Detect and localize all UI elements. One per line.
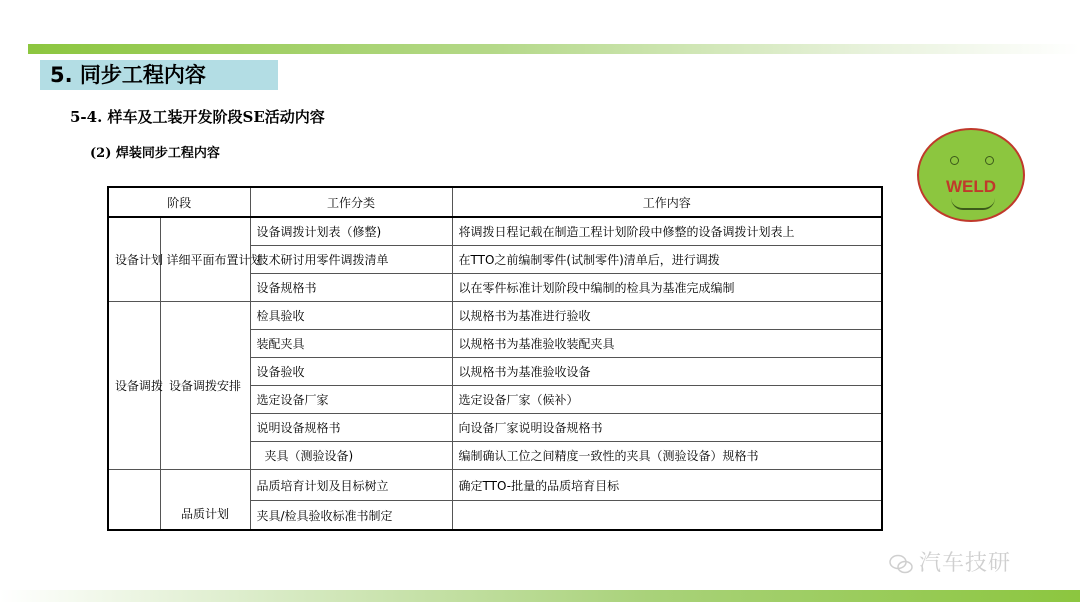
- top-accent-bar: [28, 44, 1080, 54]
- stage-cell: [108, 470, 160, 531]
- table-header-row: [108, 187, 882, 217]
- category-cell: 选定设备厂家: [250, 386, 452, 414]
- category-cell: 技术研讨用零件调拨清单: [250, 246, 452, 274]
- content-cell: 以规格书为基准验收设备: [452, 358, 882, 386]
- table-row: [108, 302, 882, 330]
- header-content: 工作内容: [452, 187, 882, 217]
- content-cell: 以在零件标准计划阶段中编制的检具为基准完成编制: [452, 274, 882, 302]
- substage-cell: 详细平面布置计划: [160, 217, 250, 302]
- substage-cell: 设备调拨安排: [160, 302, 250, 470]
- smile-icon: [951, 198, 995, 210]
- logo-text: WELD: [945, 177, 997, 196]
- stage-cell: 设备调拨: [108, 302, 160, 470]
- table-row: [108, 470, 882, 501]
- category-cell: 检具验收: [250, 302, 452, 330]
- category-cell: 装配夹具: [250, 330, 452, 358]
- content-cell: 在TTO之前编制零件(试制零件)清单后，进行调拨: [452, 246, 882, 274]
- watermark: [889, 546, 1011, 577]
- category-cell: 夹具（测验设备): [250, 442, 452, 470]
- content-cell: 选定设备厂家（候补）: [452, 386, 882, 414]
- watermark-text: 汽车技研: [919, 551, 1012, 576]
- content-cell: 将调拨日程记载在制造工程计划阶段中修整的设备调拨计划表上: [452, 217, 882, 246]
- content-cell: 编制确认工位之间精度一致性的夹具（测验设备）规格书: [452, 442, 882, 470]
- header-stage: 阶段: [108, 187, 250, 217]
- table-row: [108, 217, 882, 246]
- content-cell: 以规格书为基准验收装配夹具: [452, 330, 882, 358]
- content-cell: 向设备厂家说明设备规格书: [452, 414, 882, 442]
- stage-cell: 设备计划: [108, 217, 160, 302]
- left-eye-icon: [950, 156, 959, 165]
- right-eye-icon: [985, 156, 994, 165]
- section-title: 5. 同步工程内容: [40, 60, 278, 90]
- category-cell: 说明设备规格书: [250, 414, 452, 442]
- bottom-accent-bar: [0, 590, 1080, 602]
- se-activity-table: [107, 186, 883, 531]
- content-cell: 以规格书为基准进行验收: [452, 302, 882, 330]
- content-cell: [452, 501, 882, 531]
- subsection-title: (2) 焊装同步工程内容: [90, 146, 220, 161]
- category-cell: 品质培育计划及目标树立: [250, 470, 452, 501]
- category-cell: 设备验收: [250, 358, 452, 386]
- wechat-icon: [889, 554, 913, 574]
- subtitle: 5-4. 样车及工装开发阶段SE活动内容: [70, 108, 325, 126]
- header-category: 工作分类: [250, 187, 452, 217]
- weld-smiley-logo: [917, 128, 1025, 222]
- content-cell: 确定TTO-批量的品质培育目标: [452, 470, 882, 501]
- category-cell: 设备调拨计划表（修整): [250, 217, 452, 246]
- category-cell: 设备规格书: [250, 274, 452, 302]
- category-cell: 夹具/检具验收标准书制定: [250, 501, 452, 531]
- substage-cell: 品质计划: [160, 470, 250, 531]
